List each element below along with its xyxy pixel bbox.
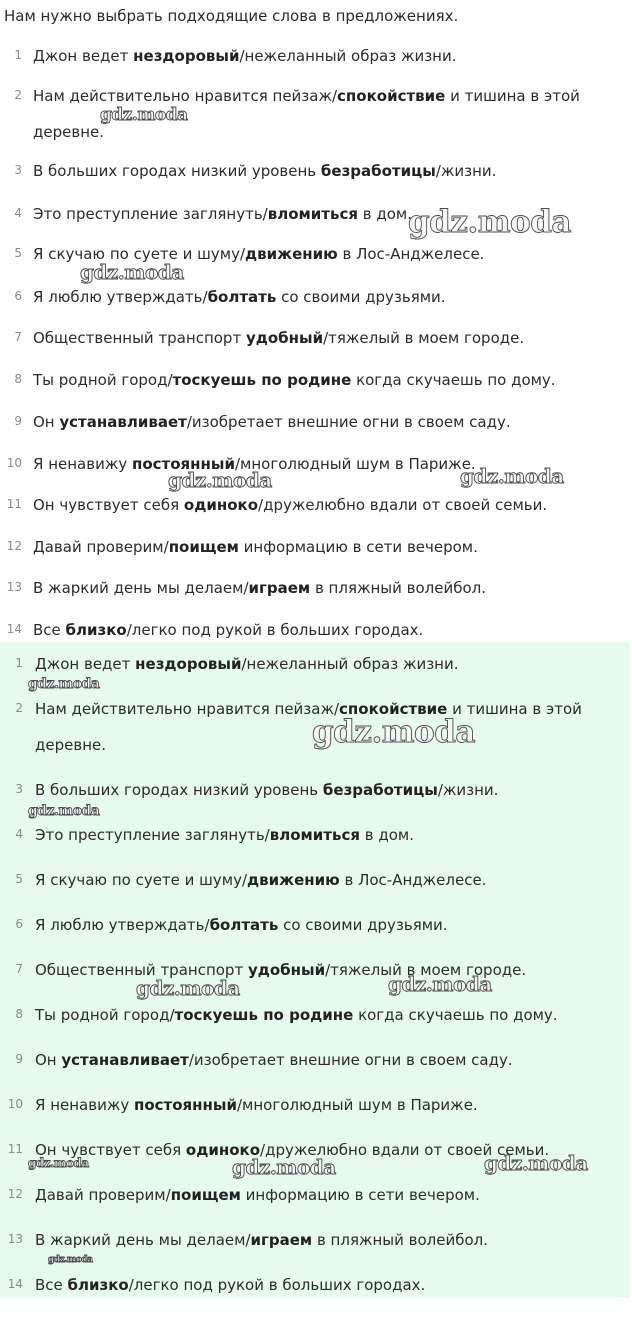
watermark: gdz.moda bbox=[48, 1255, 93, 1265]
item-number: 10 bbox=[7, 1097, 23, 1111]
item-text: Я люблю утверждать/болтать со своими друзьями. bbox=[33, 288, 446, 306]
watermark: gdz.moda bbox=[460, 464, 564, 488]
item-number: 3 bbox=[15, 782, 23, 796]
item-text: В больших городах низкий уровень безработицы/жизни. bbox=[33, 162, 497, 180]
item-number: 2 bbox=[15, 701, 23, 715]
item-number: 11 bbox=[7, 1142, 23, 1156]
item-number: 6 bbox=[14, 289, 22, 303]
item-text: В жаркий день мы делаем/играем в пляжный волейбол. bbox=[35, 1231, 489, 1249]
item-text: В больших городах низкий уровень безработицы/жизни. bbox=[35, 781, 499, 799]
item-number: 5 bbox=[14, 246, 22, 260]
item-number: 8 bbox=[15, 1007, 23, 1021]
item-number: 6 bbox=[15, 917, 23, 931]
item-text: Ты родной город/тоскуешь по родине когда скучаешь по дому. bbox=[35, 1006, 558, 1024]
task-instruction: Нам нужно выбрать подходящие слова в предложениях. bbox=[4, 7, 459, 25]
watermark: gdz.moda bbox=[136, 976, 240, 1000]
item-text: Джон ведет нездоровый/нежеланный образ жизни. bbox=[35, 655, 459, 673]
item-text: Это преступление заглянуть/вломиться в дом. bbox=[35, 826, 415, 844]
item-number: 7 bbox=[15, 962, 23, 976]
watermark: gdz.moda bbox=[80, 260, 184, 284]
item-text: Я ненавижу постоянный/многолюдный шум в Париже. bbox=[35, 1096, 478, 1114]
item-text: Он чувствует себя одиноко/дружелюбно вдали от своей семьи. bbox=[33, 496, 548, 514]
item-text: Общественный транспорт удобный/тяжелый в моем городе. bbox=[33, 329, 525, 347]
watermark: gdz.moda bbox=[312, 714, 475, 750]
item-number: 8 bbox=[14, 372, 22, 386]
item-text: Давай проверим/поищем информацию в сети вечером. bbox=[33, 538, 478, 556]
item-text: Я люблю утверждать/болтать со своими друзьями. bbox=[35, 916, 448, 934]
item-text: Нам действительно нравится пейзаж/спокойствие и тишина в этой деревне. bbox=[33, 87, 580, 141]
item-number: 9 bbox=[14, 414, 22, 428]
item-number: 14 bbox=[6, 622, 22, 636]
watermark: gdz.moda bbox=[28, 803, 100, 819]
item-text: Я скучаю по суете и шуму/движению в Лос-Анджелесе. bbox=[33, 245, 485, 263]
item-text: Все близко/легко под рукой в больших городах. bbox=[35, 1276, 426, 1294]
item-number: 1 bbox=[15, 656, 23, 670]
item-text: Общественный транспорт удобный/тяжелый в моем городе. bbox=[35, 961, 527, 979]
watermark: gdz.moda bbox=[28, 676, 100, 692]
watermark: gdz.moda bbox=[408, 204, 571, 240]
item-number: 1 bbox=[14, 48, 22, 62]
question-list bbox=[0, 36, 632, 642]
watermark: gdz.moda bbox=[100, 105, 188, 125]
item-number: 5 bbox=[15, 872, 23, 886]
item-number: 7 bbox=[14, 330, 22, 344]
item-number: 13 bbox=[7, 1232, 23, 1246]
item-text: Джон ведет нездоровый/нежеланный образ жизни. bbox=[33, 47, 457, 65]
watermark: gdz.moda bbox=[388, 972, 492, 996]
item-number: 4 bbox=[14, 206, 22, 220]
item-text: Я ненавижу постоянный/многолюдный шум в Париже. bbox=[33, 455, 476, 473]
item-number: 2 bbox=[14, 88, 22, 102]
item-text: Он чувствует себя одиноко/дружелюбно вдали от своей семьи. bbox=[35, 1141, 550, 1159]
watermark: gdz.moda bbox=[232, 1155, 336, 1179]
item-number: 4 bbox=[15, 827, 23, 841]
item-number: 3 bbox=[14, 163, 22, 177]
item-text: Нам действительно нравится пейзаж/спокойствие и тишина в этой деревне. bbox=[35, 700, 582, 754]
item-text: Я скучаю по суете и шуму/движению в Лос-Анджелесе. bbox=[35, 871, 487, 889]
item-number: 9 bbox=[15, 1052, 23, 1066]
item-number: 13 bbox=[6, 580, 22, 594]
item-number: 10 bbox=[6, 456, 22, 470]
item-text: Он устанавливает/изобретает внешние огни в своем саду. bbox=[33, 413, 511, 431]
item-number: 12 bbox=[6, 539, 22, 553]
item-number: 11 bbox=[6, 497, 22, 511]
item-text: Это преступление заглянуть/вломиться в дом. bbox=[33, 205, 413, 223]
watermark: gdz.moda bbox=[168, 468, 272, 492]
item-text: В жаркий день мы делаем/играем в пляжный волейбол. bbox=[33, 579, 487, 597]
watermark: gdz.moda bbox=[484, 1151, 588, 1175]
item-text: Ты родной город/тоскуешь по родине когда скучаешь по дому. bbox=[33, 371, 556, 389]
item-text: Он устанавливает/изобретает внешние огни в своем саду. bbox=[35, 1051, 513, 1069]
item-number: 12 bbox=[7, 1187, 23, 1201]
item-text: Все близко/легко под рукой в больших городах. bbox=[33, 621, 424, 639]
item-number: 14 bbox=[7, 1277, 23, 1291]
watermark: gdz.moda bbox=[28, 1156, 89, 1170]
item-text: Давай проверим/поищем информацию в сети вечером. bbox=[35, 1186, 480, 1204]
answer-list bbox=[0, 642, 630, 1298]
